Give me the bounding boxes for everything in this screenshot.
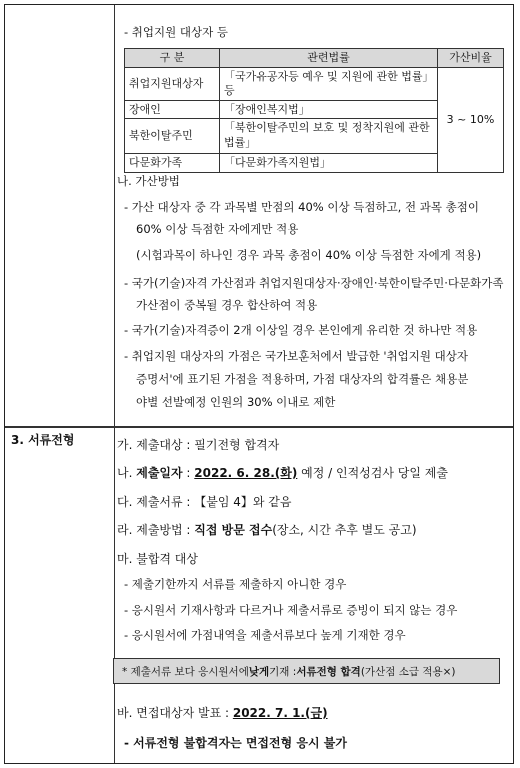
item-ra-bold: 직접 방문 접수 <box>194 523 273 537</box>
method-line: - 국가(기술)자격 가산점과 취업지원대상자·장애인·북한이탈주민·다문화가족 <box>124 276 504 290</box>
table-cell-law: 「북한이탈주민의 보호 및 정착지원에 관한 법률」 <box>220 119 438 154</box>
item-ra-prefix: 라. 제출방법 : <box>117 523 195 537</box>
item-ba-date: 2022. 7. 1.(금) <box>232 706 328 720</box>
note-prefix: * 제출서류 보다 응시원서에 <box>122 665 249 678</box>
final-notice: - 서류전형 불합격자는 면접전형 응시 불가 <box>124 736 347 750</box>
item-ga: 가. 제출대상 : 필기전형 합격자 <box>117 438 280 452</box>
table-cell-category: 장애인 <box>125 100 220 119</box>
method-line: 증명서'에 표기된 가점을 적용하며, 가점 대상자의 합격률은 채용분 <box>136 372 469 386</box>
table-cell-category: 다문화가족 <box>125 153 220 172</box>
row-divider <box>5 426 513 428</box>
item-da: 다. 제출서류 : 【붙임 4】와 같음 <box>117 495 292 509</box>
method-line: 60% 이상 득점한 자에게만 적용 <box>136 222 299 236</box>
method-line: 야별 선발예정 인원의 30% 이내로 제한 <box>136 395 336 409</box>
method-line: - 국가(기술)자격증이 2개 이상일 경우 본인에게 유리한 것 하나만 적용 <box>124 323 478 337</box>
column-divider <box>114 5 115 763</box>
item-na-rest: 예정 / 인적성검사 당일 제출 <box>297 466 448 480</box>
item-na-prefix: 나. <box>117 466 137 480</box>
table-header-law: 관련법률 <box>220 49 438 68</box>
note-rest: (가산점 소급 적용×) <box>360 665 456 678</box>
list-item: - 제출기한까지 서류를 제출하지 아니한 경우 <box>124 577 347 591</box>
item-na-date: 2022. 6. 28.(화) <box>194 466 298 480</box>
table-header-category: 구 분 <box>125 49 220 68</box>
method-line: (시험과목이 하나인 경우 과목 총점이 40% 이상 득점한 자에게 적용) <box>136 248 482 262</box>
item-na-sep: : <box>182 466 195 480</box>
note-box <box>113 658 500 684</box>
table-header-row <box>125 49 504 68</box>
list-item: - 응시원서에 가점내역을 제출서류보다 높게 기재한 경우 <box>124 628 406 642</box>
note-low: 낮게 <box>248 665 270 678</box>
note-mid: 기재 : <box>269 665 297 678</box>
item-na-label: 제출일자 <box>136 466 183 480</box>
table-cell-category: 북한이탈주민 <box>125 119 220 154</box>
item-ma: 마. 불합격 대상 <box>117 552 198 566</box>
table-cell-law: 「장애인복지법」 <box>220 100 438 119</box>
note-bold: 서류전형 합격 <box>296 665 361 678</box>
section-title-method: 나. 가산방법 <box>117 174 180 188</box>
table-cell-category: 취업지원대상자 <box>125 68 220 101</box>
item-ba-prefix: 바. 면접대상자 발표 : <box>117 706 233 720</box>
bonus-law-table <box>124 48 504 173</box>
table-header-ratio: 가산비율 <box>438 49 504 68</box>
item-ba <box>117 707 328 719</box>
target-header: - 취업지원 대상자 등 <box>124 25 228 39</box>
item-ra <box>117 524 417 536</box>
method-line: - 가산 대상자 중 각 과목별 만점의 40% 이상 득점하고, 전 과목 총점이 <box>124 200 479 214</box>
list-item: - 응시원서 기재사항과 다르거나 제출서류로 증빙이 되지 않는 경우 <box>124 603 458 617</box>
method-line: - 취업지원 대상자의 가점은 국가보훈처에서 발급한 '취업지원 대상자 <box>124 349 468 363</box>
method-line: 가산점이 중복될 경우 합산하여 적용 <box>136 298 318 312</box>
table-cell-law: 「다문화가족지원법」 <box>220 153 438 172</box>
item-ra-rest: (장소, 시간 추후 별도 공고) <box>272 523 417 537</box>
table-row <box>125 68 504 101</box>
table-cell-ratio: 3 ~ 10% <box>438 68 504 173</box>
section-title-document-screening: 3. 서류전형 <box>11 433 75 447</box>
item-na <box>117 467 448 479</box>
table-cell-law: 「국가유공자등 예우 및 지원에 관한 법률」등 <box>220 68 438 101</box>
